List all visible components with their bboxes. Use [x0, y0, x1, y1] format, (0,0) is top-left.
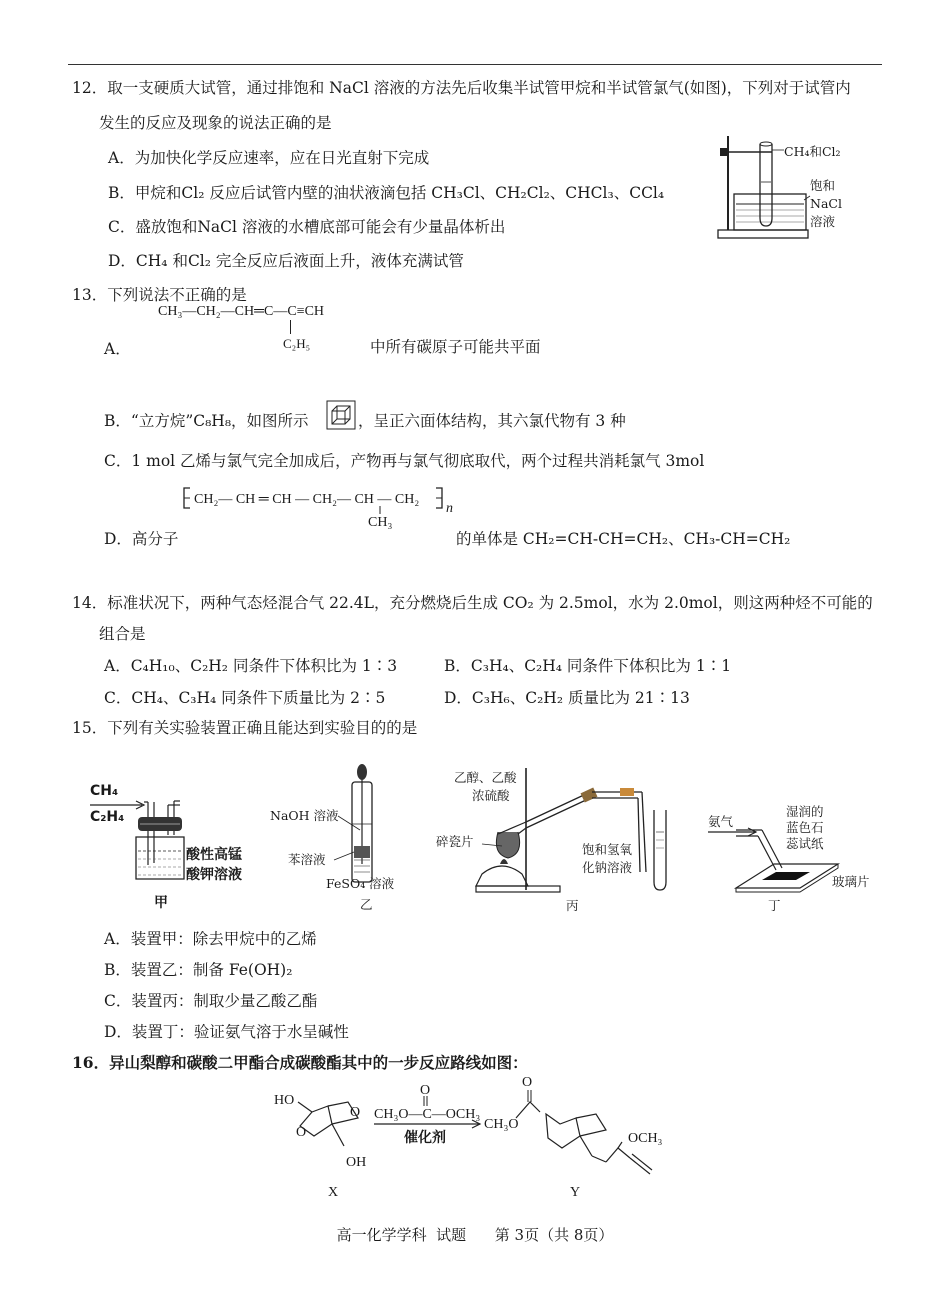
jia-solution-2: 酸钾溶液 [186, 867, 242, 883]
x-hydroxy-top: HO [274, 1093, 295, 1108]
q12-fig-solution-label-2: NaCl [810, 196, 842, 211]
q12-fig-solution-label-1: 饱和 [810, 178, 836, 193]
y-label: Y [570, 1185, 581, 1200]
ding-paper-3: 蕊试纸 [786, 836, 824, 851]
q13-option-a-text: 中所有碳原子可能共平面 [370, 338, 541, 356]
q12-apparatus-figure [712, 130, 862, 245]
bing-chips-label: 碎瓷片 [436, 834, 474, 849]
q16-stem: 16．异山梨醇和碳酸二甲酯合成碳酸酯其中的一步反应路线如图： [72, 1053, 528, 1072]
jia-solution-1: 酸性高锰 [186, 847, 242, 863]
y-carbonyl-o: O [522, 1075, 533, 1090]
x-oxygen-1: O [350, 1105, 361, 1120]
q15-option-a: A．装置甲：除去甲烷中的乙烯 [104, 930, 317, 948]
bing-solution-2: 化钠溶液 [582, 860, 633, 875]
q12-stem-line1: 12．取一支硬质大试管，通过排饱和 NaCl 溶液的方法先后收集半试管甲烷和半试管氯气(如图)，下列对于试管内 [72, 79, 851, 97]
q14-option-b: B．C₃H₄、C₂H₄ 同条件下体积比为 1∶1 [444, 657, 732, 675]
ding-gas-label: 氨气 [708, 814, 734, 829]
q15-option-d: D．装置丁：验证氨气溶于水呈碱性 [104, 1023, 349, 1041]
bing-solution-1: 饱和氢氧 [582, 842, 633, 857]
header-rule [68, 64, 882, 65]
q12-option-c: C．盛放饱和NaCl 溶液的水槽底部可能会有少量晶体析出 [108, 218, 506, 236]
q16-reaction-scheme [270, 1072, 690, 1212]
x-hydroxy-bottom: OH [346, 1155, 367, 1170]
q12-fig-solution-label-3: 溶液 [810, 214, 836, 229]
q13-option-a-letter: A． [104, 340, 131, 358]
yi-label: 乙 [360, 897, 373, 912]
q15-apparatus-jia [88, 775, 258, 915]
bing-reagent-1: 乙醇、乙酸 [454, 770, 517, 785]
q13-stem: 13．下列说法不正确的是 [72, 286, 247, 304]
q12-fig-gas-label: CH₄和Cl₂ [784, 144, 841, 159]
q13-option-c: C．1 mol 乙烯与氯气完全加成后，产物再与氯气彻底取代，两个过程共消耗氯气 3mol [104, 452, 705, 470]
q12-stem-line2: 发生的反应及现象的说法正确的是 [99, 114, 332, 132]
q13-option-b-post: ，呈正六面体结构，其六氯代物有 3 种 [358, 412, 626, 430]
ding-paper-1: 湿润的 [786, 804, 824, 819]
q13-option-d-polymer [180, 484, 470, 528]
q14-stem-line1: 14．标准状况下，两种气态烃混合气 22.4L，充分燃烧后生成 CO₂ 为 2.5mol，水为 2.0mol，则这两种烃不可能的 [72, 594, 873, 612]
q13-polymer-chain: CH₂— CH ═ CH — CH₂— CH — CH₂ [194, 492, 420, 507]
q15-option-c: C．装置丙：制取少量乙酸乙酯 [104, 992, 318, 1010]
q13-option-d-letter: D．高分子 [104, 530, 179, 548]
q12-option-b: B．甲烷和Cl₂ 反应后试管内壁的油状液滴包括 CH₃Cl、CH₂Cl₂、CHCl₃、CCl₄ [108, 184, 665, 202]
page-footer: 高一化学学科 试题 第 3页（共 8页） [336, 1226, 614, 1244]
q13-option-a-substituent: C₂H₅ [283, 336, 311, 351]
q14-option-a: A．C₄H₁₀、C₂H₂ 同条件下体积比为 1∶3 [104, 657, 398, 675]
bing-label: 丙 [566, 898, 579, 913]
q14-stem-line2: 组合是 [99, 625, 146, 643]
ding-paper-2: 蓝色石 [786, 820, 824, 835]
q15-apparatus-bing [432, 762, 682, 915]
q14-option-c: C．CH₄、C₃H₄ 同条件下质量比为 2∶5 [104, 689, 386, 707]
q12-option-d: D．CH₄ 和Cl₂ 完全反应后液面上升，液体充满试管 [108, 252, 464, 270]
catalyst-label: 催化剂 [404, 1130, 446, 1146]
q15-apparatus-ding [706, 800, 881, 915]
reagent-carbonyl-o: O [420, 1083, 431, 1098]
q15-apparatus-yi [268, 760, 418, 915]
yi-naoh-label: NaOH 溶液 [270, 808, 339, 823]
q13-option-a-formula: CH₃—CH₂—CH═C—C≡CH [158, 304, 325, 319]
y-methoxy-right: OCH₃ [628, 1131, 663, 1146]
jia-gas-1: CH₄ [90, 783, 119, 799]
q12-option-a: A．为加快化学反应速率，应在日光直射下完成 [108, 149, 430, 167]
x-label: X [328, 1185, 339, 1200]
q13-polymer-n: n [446, 501, 453, 516]
q13-polymer-methyl: CH₃ [368, 515, 393, 530]
q15-option-b: B．装置乙：制备 Fe(OH)₂ [104, 961, 293, 979]
q15-stem: 15．下列有关实验装置正确且能达到实验目的的是 [72, 719, 418, 737]
yi-feso4-label: FeSO₄ 溶液 [326, 876, 395, 891]
q14-option-d: D．C₃H₆、C₂H₂ 质量比为 21∶13 [444, 689, 690, 707]
x-oxygen-2: O [296, 1125, 307, 1140]
yi-benzene-label: 苯溶液 [288, 852, 326, 867]
ding-glass-label: 玻璃片 [832, 874, 870, 889]
jia-gas-2: C₂H₄ [90, 809, 125, 825]
q13-option-a-branch-bond [290, 320, 291, 334]
cubane-icon [326, 400, 356, 430]
reagent-formula: CH₃O—C—OCH₃ [374, 1107, 481, 1122]
ding-label: 丁 [768, 898, 781, 913]
jia-label: 甲 [154, 895, 168, 911]
bing-reagent-2: 浓硫酸 [472, 788, 510, 803]
q13-option-b-pre: B．“立方烷”C₈H₈，如图所示 [104, 412, 309, 430]
y-methoxy-left: CH₃O [484, 1117, 519, 1132]
q13-option-d-text: 的单体是 CH₂=CH-CH=CH₂、CH₃-CH=CH₂ [456, 530, 791, 548]
